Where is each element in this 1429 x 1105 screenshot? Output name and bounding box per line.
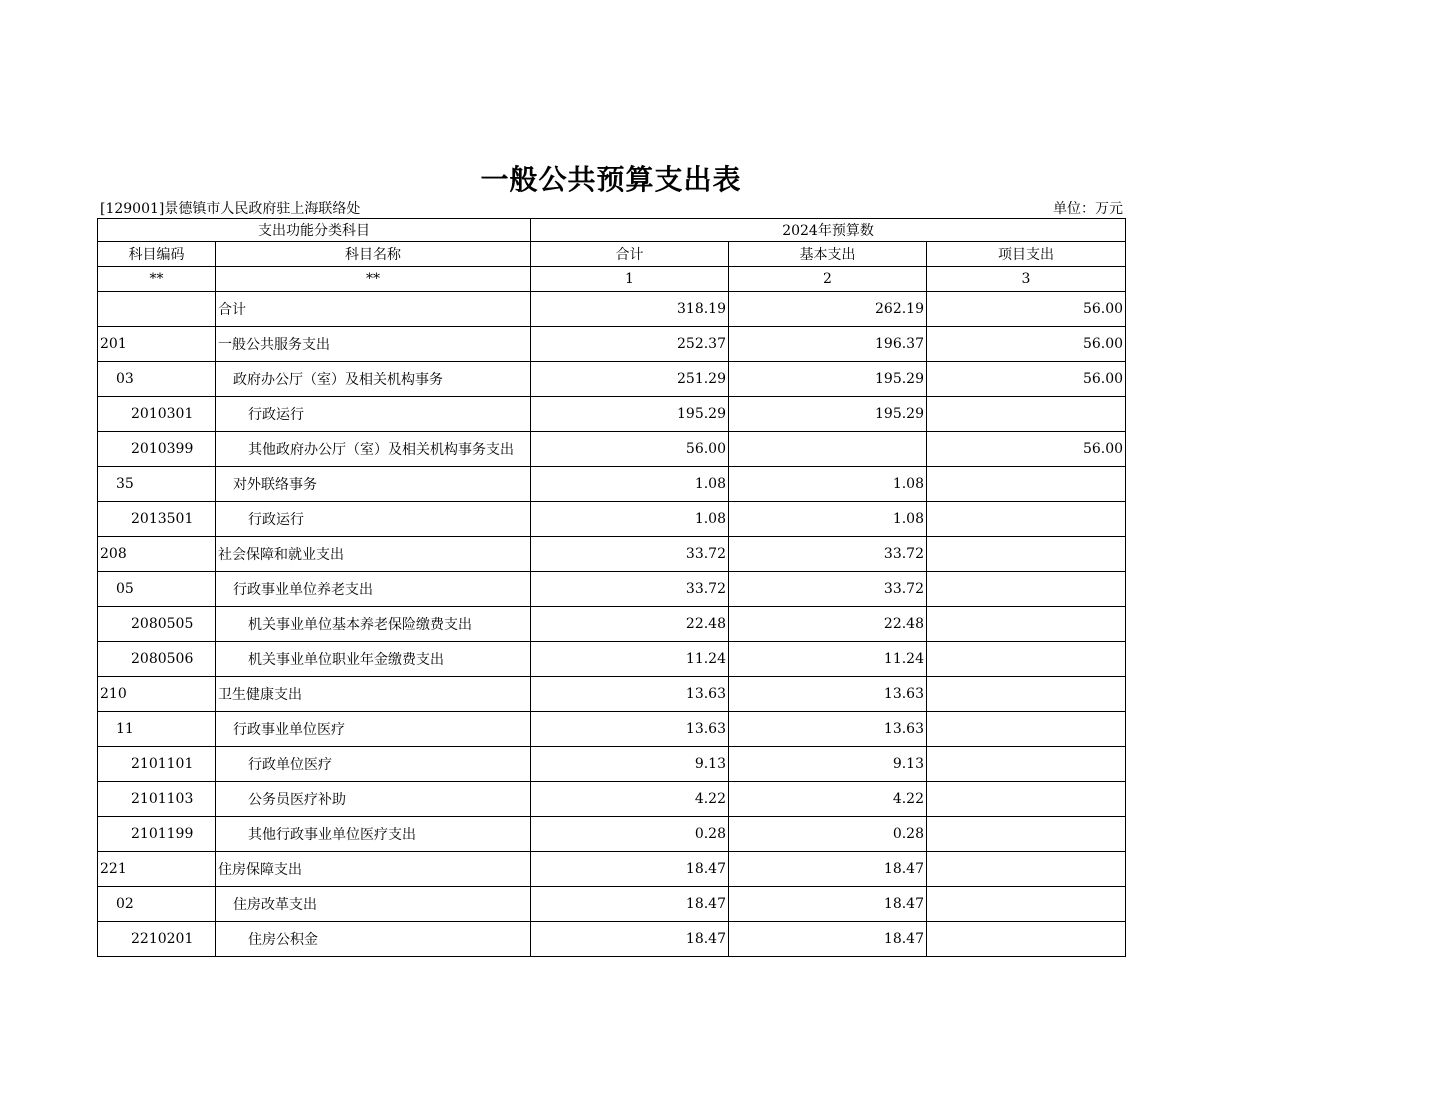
cell-project xyxy=(927,397,1126,432)
cell-name: 社会保障和就业支出 xyxy=(216,537,531,572)
cell-name: 行政运行 xyxy=(216,397,531,432)
cell-code: 05 xyxy=(98,572,216,607)
cell-basic: 22.48 xyxy=(729,607,927,642)
cell-code: 11 xyxy=(98,712,216,747)
cell-total: 1.08 xyxy=(531,502,729,537)
cell-code xyxy=(98,292,216,327)
unit-label: 单位：万元 xyxy=(1053,201,1123,217)
cell-basic: 0.28 xyxy=(729,817,927,852)
table-row xyxy=(98,502,1126,537)
cell-name: 住房改革支出 xyxy=(216,887,531,922)
cell-basic: 4.22 xyxy=(729,782,927,817)
table-row xyxy=(98,852,1126,887)
cell-basic: 11.24 xyxy=(729,642,927,677)
cell-name: 行政运行 xyxy=(216,502,531,537)
column-header-name: 科目名称 xyxy=(216,242,531,267)
column-header-code: 科目编码 xyxy=(98,242,216,267)
cell-total: 11.24 xyxy=(531,642,729,677)
cell-total: 318.19 xyxy=(531,292,729,327)
page-title: 一般公共预算支出表 xyxy=(480,163,742,196)
cell-basic xyxy=(729,432,927,467)
table-row xyxy=(98,432,1126,467)
cell-project xyxy=(927,677,1126,712)
cell-basic: 1.08 xyxy=(729,502,927,537)
cell-basic: 18.47 xyxy=(729,922,927,957)
cell-basic: 262.19 xyxy=(729,292,927,327)
budget-table xyxy=(97,218,1126,957)
cell-project xyxy=(927,537,1126,572)
cell-basic: 1.08 xyxy=(729,467,927,502)
table-row xyxy=(98,607,1126,642)
column-header-total: 合计 xyxy=(531,242,729,267)
cell-project xyxy=(927,712,1126,747)
table-row xyxy=(98,712,1126,747)
cell-name: 政府办公厅（室）及相关机构事务 xyxy=(216,362,531,397)
cell-code: 2101103 xyxy=(98,782,216,817)
cell-total: 0.28 xyxy=(531,817,729,852)
cell-name: 行政事业单位医疗 xyxy=(216,712,531,747)
cell-total: 33.72 xyxy=(531,572,729,607)
cell-total: 22.48 xyxy=(531,607,729,642)
cell-code: 2101101 xyxy=(98,747,216,782)
cell-total: 18.47 xyxy=(531,922,729,957)
column-index-project: 3 xyxy=(927,267,1126,292)
header-group-budget-year: 2024年预算数 xyxy=(531,219,1126,242)
cell-project xyxy=(927,607,1126,642)
cell-basic: 18.47 xyxy=(729,887,927,922)
cell-basic: 195.29 xyxy=(729,362,927,397)
table-row xyxy=(98,747,1126,782)
cell-code: 208 xyxy=(98,537,216,572)
cell-project: 56.00 xyxy=(927,362,1126,397)
cell-project xyxy=(927,782,1126,817)
cell-name: 对外联络事务 xyxy=(216,467,531,502)
cell-code: 2210201 xyxy=(98,922,216,957)
cell-basic: 9.13 xyxy=(729,747,927,782)
table-body xyxy=(98,292,1126,957)
cell-name: 公务员医疗补助 xyxy=(216,782,531,817)
cell-basic: 13.63 xyxy=(729,712,927,747)
table-row xyxy=(98,817,1126,852)
table-row xyxy=(98,887,1126,922)
cell-name: 行政单位医疗 xyxy=(216,747,531,782)
cell-code: 2101199 xyxy=(98,817,216,852)
cell-project xyxy=(927,887,1126,922)
table-row xyxy=(98,677,1126,712)
cell-project xyxy=(927,747,1126,782)
table-row xyxy=(98,327,1126,362)
column-header-project: 项目支出 xyxy=(927,242,1126,267)
cell-total: 56.00 xyxy=(531,432,729,467)
cell-project: 56.00 xyxy=(927,327,1126,362)
header-group-classification: 支出功能分类科目 xyxy=(98,219,531,242)
cell-total: 18.47 xyxy=(531,852,729,887)
cell-total: 195.29 xyxy=(531,397,729,432)
cell-code: 2010399 xyxy=(98,432,216,467)
cell-project xyxy=(927,502,1126,537)
cell-name: 其他政府办公厅（室）及相关机构事务支出 xyxy=(216,432,531,467)
cell-project xyxy=(927,922,1126,957)
column-index-basic: 2 xyxy=(729,267,927,292)
cell-project xyxy=(927,467,1126,502)
cell-name: 行政事业单位养老支出 xyxy=(216,572,531,607)
cell-project: 56.00 xyxy=(927,292,1126,327)
table-row xyxy=(98,922,1126,957)
cell-code: 02 xyxy=(98,887,216,922)
cell-basic: 18.47 xyxy=(729,852,927,887)
cell-code: 35 xyxy=(98,467,216,502)
cell-name: 合计 xyxy=(216,292,531,327)
cell-project xyxy=(927,817,1126,852)
cell-name: 住房保障支出 xyxy=(216,852,531,887)
column-header-basic: 基本支出 xyxy=(729,242,927,267)
column-index-code: ** xyxy=(98,267,216,292)
cell-project xyxy=(927,852,1126,887)
cell-project: 56.00 xyxy=(927,432,1126,467)
cell-basic: 13.63 xyxy=(729,677,927,712)
cell-total: 4.22 xyxy=(531,782,729,817)
cell-basic: 195.29 xyxy=(729,397,927,432)
cell-total: 1.08 xyxy=(531,467,729,502)
cell-code: 2080506 xyxy=(98,642,216,677)
cell-code: 210 xyxy=(98,677,216,712)
cell-project xyxy=(927,642,1126,677)
cell-name: 一般公共服务支出 xyxy=(216,327,531,362)
column-index-total: 1 xyxy=(531,267,729,292)
cell-project xyxy=(927,572,1126,607)
cell-code: 2080505 xyxy=(98,607,216,642)
cell-total: 252.37 xyxy=(531,327,729,362)
table-row xyxy=(98,362,1126,397)
cell-total: 18.47 xyxy=(531,887,729,922)
table-row xyxy=(98,397,1126,432)
table-row xyxy=(98,467,1126,502)
organization-label: [129001]景德镇市人民政府驻上海联络处 xyxy=(100,201,361,217)
column-index-name: ** xyxy=(216,267,531,292)
cell-basic: 33.72 xyxy=(729,572,927,607)
cell-name: 住房公积金 xyxy=(216,922,531,957)
cell-name: 卫生健康支出 xyxy=(216,677,531,712)
cell-total: 251.29 xyxy=(531,362,729,397)
cell-basic: 33.72 xyxy=(729,537,927,572)
cell-total: 33.72 xyxy=(531,537,729,572)
cell-total: 13.63 xyxy=(531,677,729,712)
cell-name: 机关事业单位基本养老保险缴费支出 xyxy=(216,607,531,642)
cell-total: 13.63 xyxy=(531,712,729,747)
cell-basic: 196.37 xyxy=(729,327,927,362)
cell-code: 221 xyxy=(98,852,216,887)
table-row xyxy=(98,537,1126,572)
cell-code: 201 xyxy=(98,327,216,362)
cell-code: 2013501 xyxy=(98,502,216,537)
cell-code: 2010301 xyxy=(98,397,216,432)
cell-total: 9.13 xyxy=(531,747,729,782)
table-row xyxy=(98,292,1126,327)
table-row xyxy=(98,572,1126,607)
table-row xyxy=(98,642,1126,677)
table-row xyxy=(98,782,1126,817)
cell-code: 03 xyxy=(98,362,216,397)
cell-name: 机关事业单位职业年金缴费支出 xyxy=(216,642,531,677)
cell-name: 其他行政事业单位医疗支出 xyxy=(216,817,531,852)
